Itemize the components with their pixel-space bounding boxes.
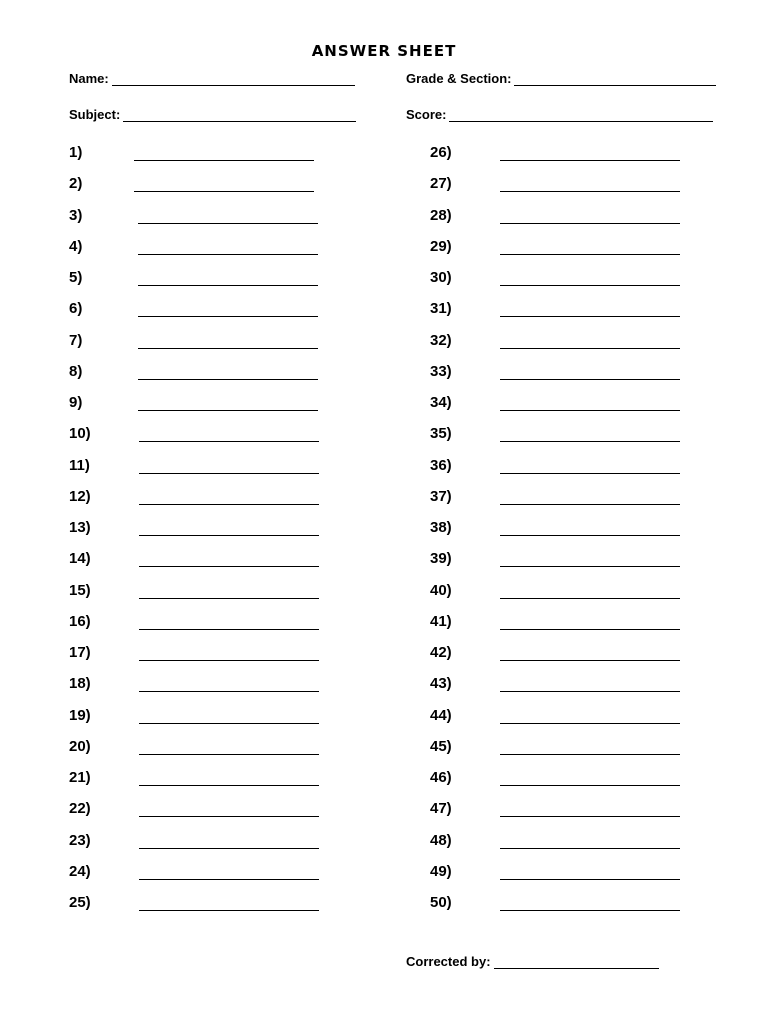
item-number: 24) xyxy=(69,863,91,880)
item-number: 34) xyxy=(430,394,452,411)
answer-row xyxy=(430,519,760,539)
answer-row xyxy=(430,175,760,195)
answer-row xyxy=(69,800,399,820)
answer-row xyxy=(69,457,399,477)
item-number: 7) xyxy=(69,332,83,349)
answer-row xyxy=(430,675,760,695)
answer-blank-line[interactable] xyxy=(138,269,318,286)
answer-blank-line[interactable] xyxy=(500,582,680,599)
answer-blank-line[interactable] xyxy=(139,425,319,442)
item-number: 31) xyxy=(430,300,452,317)
item-number: 23) xyxy=(69,832,91,849)
item-number: 26) xyxy=(430,144,452,161)
answer-row xyxy=(69,582,399,602)
item-number: 35) xyxy=(430,425,452,442)
answer-row xyxy=(430,832,760,852)
answer-blank-line[interactable] xyxy=(138,363,318,380)
score-label: Score: xyxy=(406,107,447,122)
item-number: 10) xyxy=(69,425,91,442)
answer-row xyxy=(430,457,760,477)
item-number: 16) xyxy=(69,613,91,630)
subject-field[interactable] xyxy=(69,104,356,122)
answer-blank-line[interactable] xyxy=(500,300,680,317)
answer-blank-line[interactable] xyxy=(139,800,319,817)
answer-row xyxy=(69,863,399,883)
item-number: 50) xyxy=(430,894,452,911)
name-blank-line[interactable] xyxy=(112,71,355,86)
answer-row xyxy=(69,707,399,727)
item-number: 42) xyxy=(430,644,452,661)
score-field[interactable] xyxy=(406,104,713,122)
item-number: 41) xyxy=(430,613,452,630)
answer-row xyxy=(69,300,399,320)
answer-blank-line[interactable] xyxy=(500,488,680,505)
item-number: 21) xyxy=(69,769,91,786)
item-number: 36) xyxy=(430,457,452,474)
item-number: 25) xyxy=(69,894,91,911)
answer-blank-line[interactable] xyxy=(138,207,318,224)
item-number: 33) xyxy=(430,363,452,380)
answer-blank-line[interactable] xyxy=(500,519,680,536)
answer-row xyxy=(69,488,399,508)
item-number: 14) xyxy=(69,550,91,567)
answer-blank-line[interactable] xyxy=(139,488,319,505)
answer-blank-line[interactable] xyxy=(500,207,680,224)
answer-blank-line[interactable] xyxy=(139,738,319,755)
answer-blank-line[interactable] xyxy=(139,675,319,692)
item-number: 46) xyxy=(430,769,452,786)
answer-blank-line[interactable] xyxy=(139,769,319,786)
answer-blank-line[interactable] xyxy=(500,363,680,380)
answer-blank-line[interactable] xyxy=(138,300,318,317)
page-title: ANSWER SHEET xyxy=(311,42,457,60)
answer-row xyxy=(69,894,399,914)
corrected-by-blank-line[interactable] xyxy=(494,954,659,969)
answer-row xyxy=(69,332,399,352)
item-number: 45) xyxy=(430,738,452,755)
item-number: 44) xyxy=(430,707,452,724)
answer-row xyxy=(430,488,760,508)
answer-row xyxy=(430,425,760,445)
answer-blank-line[interactable] xyxy=(500,738,680,755)
item-number: 37) xyxy=(430,488,452,505)
answer-row xyxy=(430,550,760,570)
answer-row xyxy=(69,550,399,570)
answer-blank-line[interactable] xyxy=(138,332,318,349)
answer-row xyxy=(430,894,760,914)
answer-blank-line[interactable] xyxy=(500,269,680,286)
answer-row xyxy=(69,363,399,383)
item-number: 2) xyxy=(69,175,83,192)
answer-blank-line[interactable] xyxy=(500,425,680,442)
answer-blank-line[interactable] xyxy=(500,238,680,255)
answer-row xyxy=(430,769,760,789)
answer-row xyxy=(69,175,399,195)
item-number: 12) xyxy=(69,488,91,505)
answer-row xyxy=(69,425,399,445)
item-number: 49) xyxy=(430,863,452,880)
item-number: 15) xyxy=(69,582,91,599)
item-number: 48) xyxy=(430,832,452,849)
answer-row xyxy=(69,519,399,539)
answer-row xyxy=(69,238,399,258)
item-number: 4) xyxy=(69,238,83,255)
answer-row xyxy=(430,144,760,164)
grade-section-blank-line[interactable] xyxy=(514,71,716,86)
answer-row xyxy=(430,207,760,227)
corrected-by-field[interactable] xyxy=(406,951,659,969)
answer-blank-line[interactable] xyxy=(500,644,680,661)
item-number: 17) xyxy=(69,644,91,661)
answer-blank-line[interactable] xyxy=(139,832,319,849)
name-label: Name: xyxy=(69,71,109,86)
answer-row xyxy=(430,582,760,602)
answer-blank-line[interactable] xyxy=(139,707,319,724)
answer-row xyxy=(430,332,760,352)
answer-blank-line[interactable] xyxy=(500,394,680,411)
answer-blank-line[interactable] xyxy=(500,675,680,692)
corrected-by-label: Corrected by: xyxy=(406,954,491,969)
item-number: 1) xyxy=(69,144,83,161)
answer-blank-line[interactable] xyxy=(500,800,680,817)
answer-row xyxy=(430,738,760,758)
answer-blank-line[interactable] xyxy=(500,613,680,630)
answer-row xyxy=(430,269,760,289)
answer-row xyxy=(69,613,399,633)
answer-row xyxy=(69,144,399,164)
answer-row xyxy=(430,363,760,383)
item-number: 38) xyxy=(430,519,452,536)
answer-row xyxy=(430,707,760,727)
item-number: 39) xyxy=(430,550,452,567)
answer-blank-line[interactable] xyxy=(500,144,680,161)
item-number: 13) xyxy=(69,519,91,536)
item-number: 9) xyxy=(69,394,83,411)
item-number: 19) xyxy=(69,707,91,724)
answer-row xyxy=(69,394,399,414)
answer-row xyxy=(69,769,399,789)
answer-blank-line[interactable] xyxy=(138,238,318,255)
subject-label: Subject: xyxy=(69,107,121,122)
answer-blank-line[interactable] xyxy=(500,175,680,192)
item-number: 27) xyxy=(430,175,452,192)
item-number: 22) xyxy=(69,800,91,817)
grade-section-field[interactable] xyxy=(406,68,716,86)
answer-blank-line[interactable] xyxy=(500,894,680,911)
answer-row xyxy=(430,238,760,258)
answer-row xyxy=(69,675,399,695)
item-number: 43) xyxy=(430,675,452,692)
answer-row xyxy=(430,300,760,320)
answer-blank-line[interactable] xyxy=(139,644,319,661)
answer-row xyxy=(430,644,760,664)
item-number: 32) xyxy=(430,332,452,349)
answer-blank-line[interactable] xyxy=(134,175,314,192)
answer-blank-line[interactable] xyxy=(500,832,680,849)
score-blank-line[interactable] xyxy=(449,107,713,122)
answer-blank-line[interactable] xyxy=(500,550,680,567)
item-number: 18) xyxy=(69,675,91,692)
answer-row xyxy=(69,207,399,227)
answer-blank-line[interactable] xyxy=(139,863,319,880)
item-number: 8) xyxy=(69,363,83,380)
item-number: 20) xyxy=(69,738,91,755)
answer-blank-line[interactable] xyxy=(500,457,680,474)
item-number: 47) xyxy=(430,800,452,817)
answer-row xyxy=(430,394,760,414)
item-number: 28) xyxy=(430,207,452,224)
item-number: 29) xyxy=(430,238,452,255)
answer-row xyxy=(69,738,399,758)
answer-blank-line[interactable] xyxy=(500,707,680,724)
subject-blank-line[interactable] xyxy=(123,107,356,122)
item-number: 11) xyxy=(69,457,90,474)
answer-blank-line[interactable] xyxy=(139,550,319,567)
item-number: 3) xyxy=(69,207,83,224)
item-number: 40) xyxy=(430,582,452,599)
answer-row xyxy=(430,613,760,633)
answer-row xyxy=(69,832,399,852)
item-number: 30) xyxy=(430,269,452,286)
answer-blank-line[interactable] xyxy=(138,394,318,411)
name-field[interactable] xyxy=(69,68,355,86)
answer-blank-line[interactable] xyxy=(134,144,314,161)
answer-row xyxy=(69,644,399,664)
answer-row xyxy=(430,800,760,820)
answer-row xyxy=(430,863,760,883)
item-number: 5) xyxy=(69,269,83,286)
answer-blank-line[interactable] xyxy=(139,894,319,911)
grade-section-label: Grade & Section: xyxy=(406,71,512,86)
answer-blank-line[interactable] xyxy=(139,613,319,630)
answer-blank-line[interactable] xyxy=(139,519,319,536)
answer-blank-line[interactable] xyxy=(139,457,319,474)
item-number: 6) xyxy=(69,300,83,317)
answer-row xyxy=(69,269,399,289)
answer-blank-line[interactable] xyxy=(500,769,680,786)
answer-blank-line[interactable] xyxy=(500,863,680,880)
answer-blank-line[interactable] xyxy=(139,582,319,599)
answer-blank-line[interactable] xyxy=(500,332,680,349)
